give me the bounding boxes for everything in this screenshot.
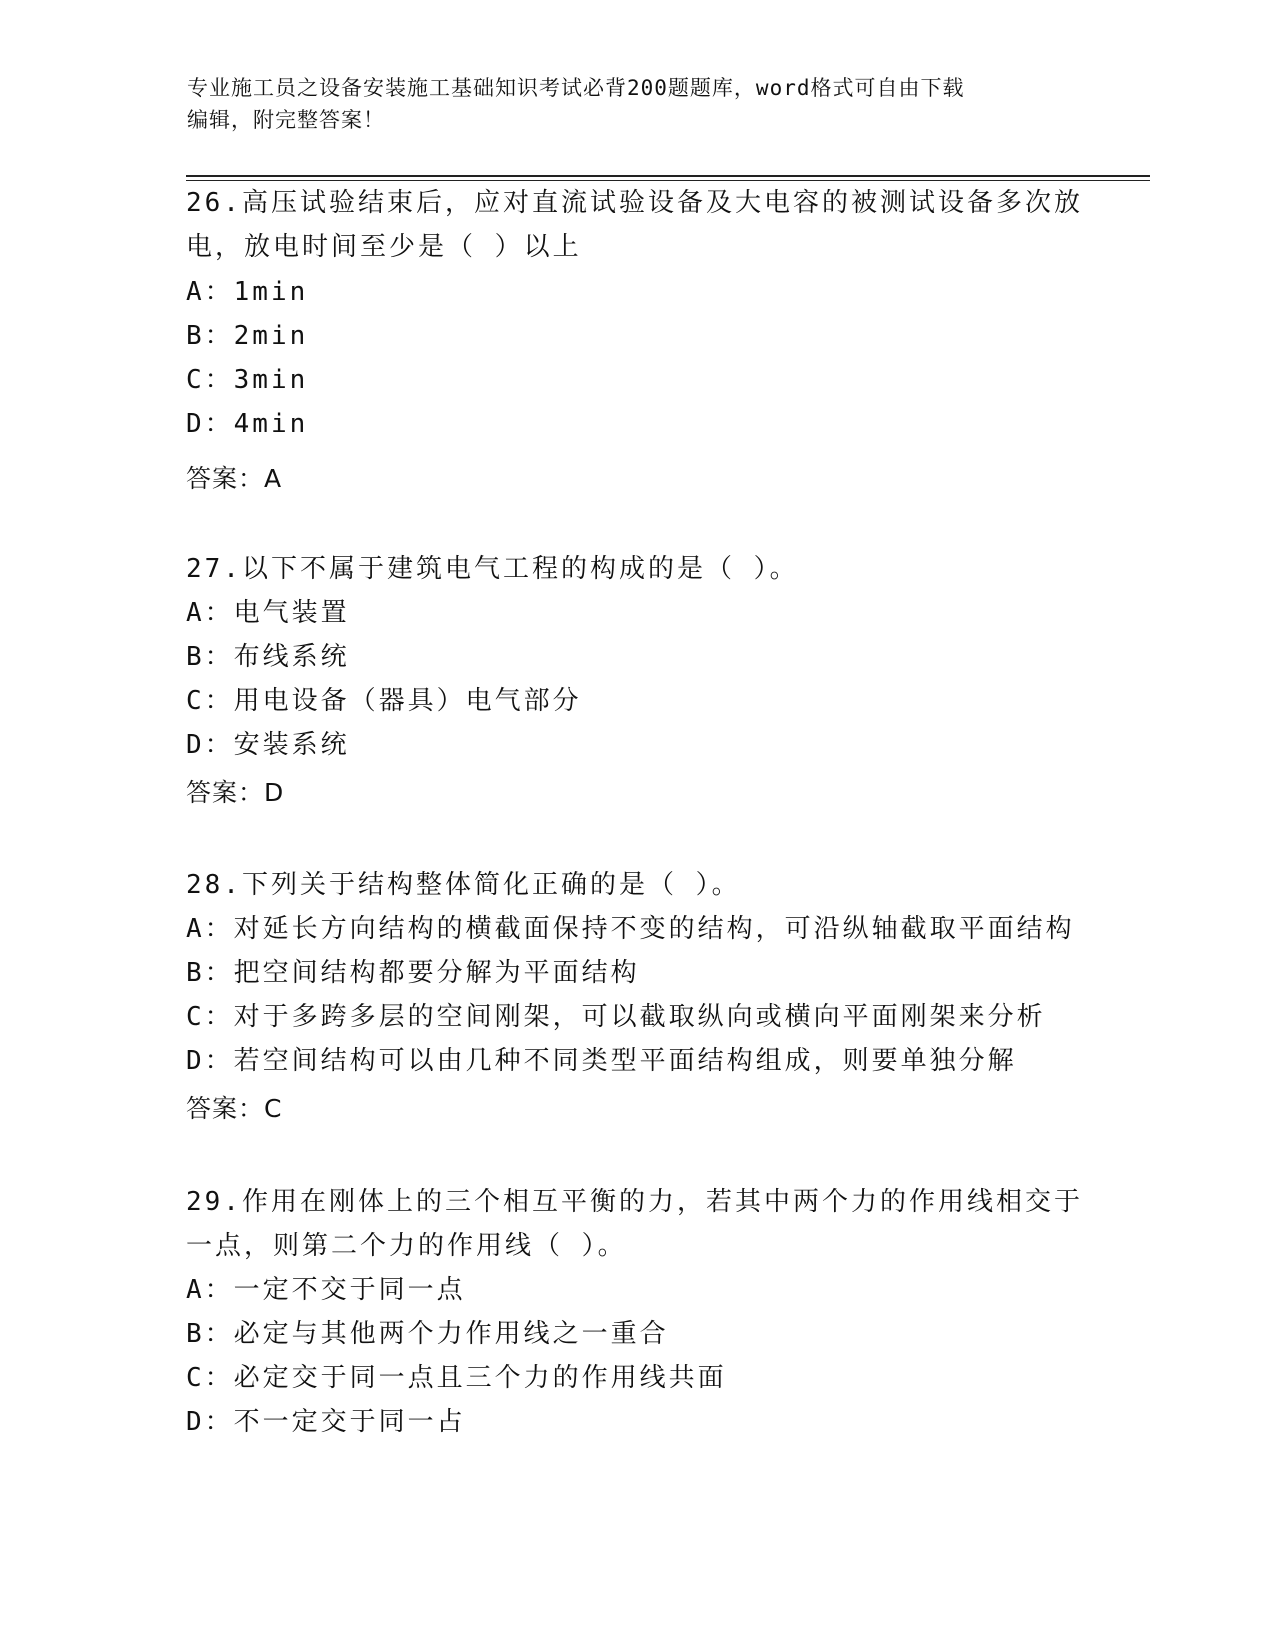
option-d: D：4min: [186, 409, 309, 439]
question-stem: 28.下列关于结构整体简化正确的是（ ）。: [186, 870, 741, 900]
option-a: A：1min: [186, 277, 309, 307]
header-line-1: 专业施工员之设备安装施工基础知识考试必背200题题库，word格式可自由下载: [187, 76, 965, 100]
option-a: A：电气装置: [186, 598, 350, 628]
answer-label: 答案：: [186, 1094, 265, 1123]
answer-label: 答案：: [186, 464, 265, 493]
header-line-2: 编辑，附完整答案！: [187, 108, 385, 132]
document-header: [187, 72, 1067, 136]
answer-line: [186, 462, 281, 496]
option-c: C：3min: [186, 365, 309, 395]
answer-line: [186, 1092, 281, 1126]
option-a: A：一定不交于同一点: [186, 1275, 466, 1305]
option-b: B：必定与其他两个力作用线之一重合: [186, 1319, 669, 1349]
answer-label: 答案：: [186, 778, 265, 807]
answer-value: C: [264, 1094, 282, 1123]
option-c: C：对于多跨多层的空间刚架，可以截取纵向或横向平面刚架来分析: [186, 1002, 1046, 1032]
option-c: C：用电设备（器具）电气部分: [186, 686, 582, 716]
question-stem: 26.高压试验结束后，应对直流试验设备及大电容的被测试设备多次放: [186, 188, 1083, 218]
question-stem-continued: 电，放电时间至少是（ ）以上: [186, 232, 582, 262]
question-stem: 29.作用在刚体上的三个相互平衡的力，若其中两个力的作用线相交于: [186, 1187, 1083, 1217]
option-d: D：若空间结构可以由几种不同类型平面结构组成，则要单独分解: [186, 1046, 1017, 1076]
option-a: A：对延长方向结构的横截面保持不变的结构，可沿纵轴截取平面结构: [186, 914, 1075, 944]
question-stem-continued: 一点，则第二个力的作用线（ ）。: [186, 1231, 627, 1261]
option-b: B：把空间结构都要分解为平面结构: [186, 958, 640, 988]
option-c: C：必定交于同一点且三个力的作用线共面: [186, 1363, 727, 1393]
option-b: B：布线系统: [186, 642, 350, 672]
answer-line: [186, 776, 283, 810]
answer-value: A: [264, 464, 282, 493]
header-divider-thick: [186, 175, 1150, 177]
answer-value: D: [264, 778, 284, 807]
option-b: B：2min: [186, 321, 309, 351]
option-d: D：安装系统: [186, 730, 350, 760]
header-divider-thin: [186, 180, 1150, 181]
option-d: D：不一定交于同一占: [186, 1407, 466, 1437]
question-stem: 27.以下不属于建筑电气工程的构成的是（ ）。: [186, 554, 799, 584]
